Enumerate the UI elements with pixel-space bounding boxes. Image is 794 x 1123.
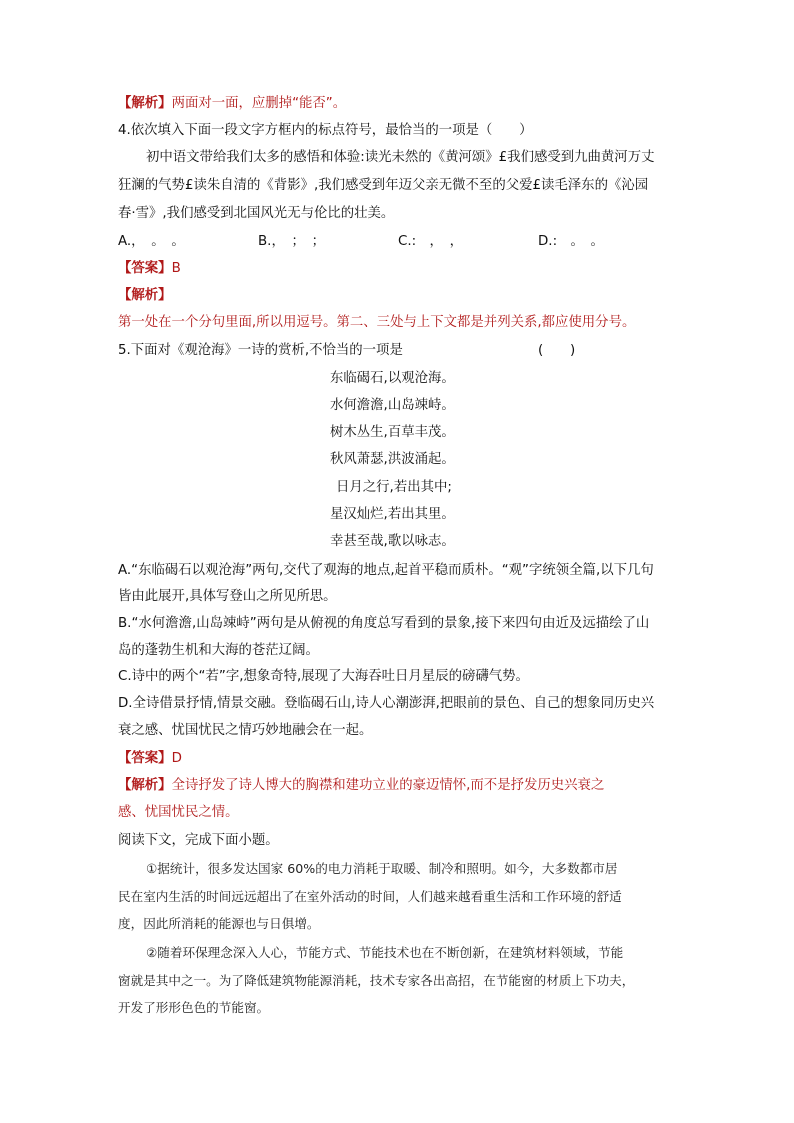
q5-analysis-line-1: [118, 776, 604, 796]
poem-line-4: 秋风萧瑟,洪波涌起。: [330, 452, 455, 467]
answer-value: D: [171, 751, 182, 766]
q4-passage-line-3: 春·雪》,我们感受到北国风光无与伦比的壮美。: [118, 206, 395, 221]
q4-analysis-tag: [118, 286, 172, 306]
q4-option-b: B.， ； ；: [258, 234, 325, 249]
q5-stem: 5.下面对《观沧海》一诗的赏析,不恰当的一项是: [118, 343, 403, 358]
reading-para1-line-2: 民在室内生活的时间远远超出了在室外活动的时间，人们越来越看重生活和工作环境的舒适: [118, 889, 622, 904]
answer-tag: 【答案】: [118, 261, 172, 276]
q4-option-c: C.: ， ，: [398, 234, 463, 249]
q5-option-d-line-2: 衰之感、忧国忧民之情巧妙地融会在一起。: [118, 723, 373, 738]
q5-option-a-line-2: 皆由此展开,具体写登山之所见所思。: [118, 589, 337, 604]
q4-analysis-text: 第一处在一个分句里面,所以用逗号。第二、三处与上下文都是并列关系,都应使用分号。: [118, 315, 636, 330]
poem-line-5: 日月之行,若出其中;: [336, 480, 452, 495]
analysis-text: 全诗抒发了诗人博大的胸襟和建功立业的豪迈情怀,而不是抒发历史兴衰之: [171, 778, 605, 793]
answer-value: B: [171, 261, 181, 276]
q4-option-d: D.: 。 。: [538, 234, 604, 249]
poem-line-6: 星汉灿烂,若出其里。: [330, 507, 455, 522]
q4-option-a: A.， 。 。: [118, 234, 185, 249]
reading-para2-line-3: 开发了形形色色的节能窗。: [118, 1000, 270, 1015]
q5-option-a-line-1: A.“东临碣石以观沧海”两句,交代了观海的地点,起首平稳而质朴。“观”字统领全篇,以下几句: [118, 563, 654, 578]
q4-stem: 4.依次填入下面一段文字方框内的标点符号，最恰当的一项是（ ）: [118, 123, 533, 138]
poem-line-3: 树木丛生,百草丰茂。: [330, 425, 455, 440]
poem-line-1: 东临碣石,以观沧海。: [330, 371, 455, 386]
analysis-tag: 【解析】: [118, 778, 172, 793]
analysis-tag: 【解析】: [118, 96, 172, 111]
q5-option-b-line-2: 岛的蓬勃生机和大海的苍茫辽阔。: [118, 643, 319, 658]
answer-tag: 【答案】: [118, 751, 172, 766]
q5-analysis-line-2: 感、忧国忧民之情。: [118, 805, 239, 820]
reading-intro: 阅读下文，完成下面小题。: [118, 833, 279, 848]
q4-passage-line-2: 狂澜的气势£读朱自清的《背影》,我们感受到年迈父亲无微不至的父爱£读毛泽东的《沁园: [118, 178, 649, 193]
q5-option-d-line-1: D.全诗借景抒情,情景交融。登临碣石山,诗人心潮澎湃,把眼前的景色、自己的想象同历史兴: [118, 696, 655, 711]
analysis-text: 两面对一面，应删掉“能否”。: [171, 96, 347, 111]
poem-line-2: 水何澹澹,山岛竦峙。: [330, 398, 455, 413]
q4-passage-line-1: 初中语文带给我们太多的感悟和体验:读光未然的《黄河颂》£我们感受到九曲黄河万丈: [146, 150, 655, 165]
q5-option-c: C.诗中的两个“若”字,想象奇特,展现了大海吞吐日月星辰的磅礴气势。: [118, 669, 529, 684]
reading-para2-line-2: 窗就是其中之一。为了降低建筑物能源消耗，技术专家各出高招，在节能窗的材质上下功夫，: [118, 973, 635, 988]
q4-answer: [118, 259, 181, 279]
poem-line-7: 幸甚至哉,歌以咏志。: [330, 534, 455, 549]
analysis-tag: 【解析】: [118, 288, 172, 303]
q5-answer: [118, 749, 182, 769]
q5-option-b-line-1: B.“水何澹澹,山岛竦峙”两句是从俯视的角度总写看到的景象,接下来四句由近及远描绘了山: [118, 616, 650, 631]
q5-stem-paren: ( ): [538, 343, 576, 358]
reading-para1-line-3: 度，因此所消耗的能源也与日俱增。: [118, 916, 320, 931]
q3-analysis: [118, 94, 346, 114]
reading-para1-line-1: ①据统计，很多发达国家 60%的电力消耗于取暖、制冷和照明。如今，大多数都市居: [146, 861, 618, 876]
reading-para2-line-1: ②随着环保理念深入人心，节能方式、节能技术也在不断创新，在建筑材料领域，节能: [146, 945, 624, 960]
